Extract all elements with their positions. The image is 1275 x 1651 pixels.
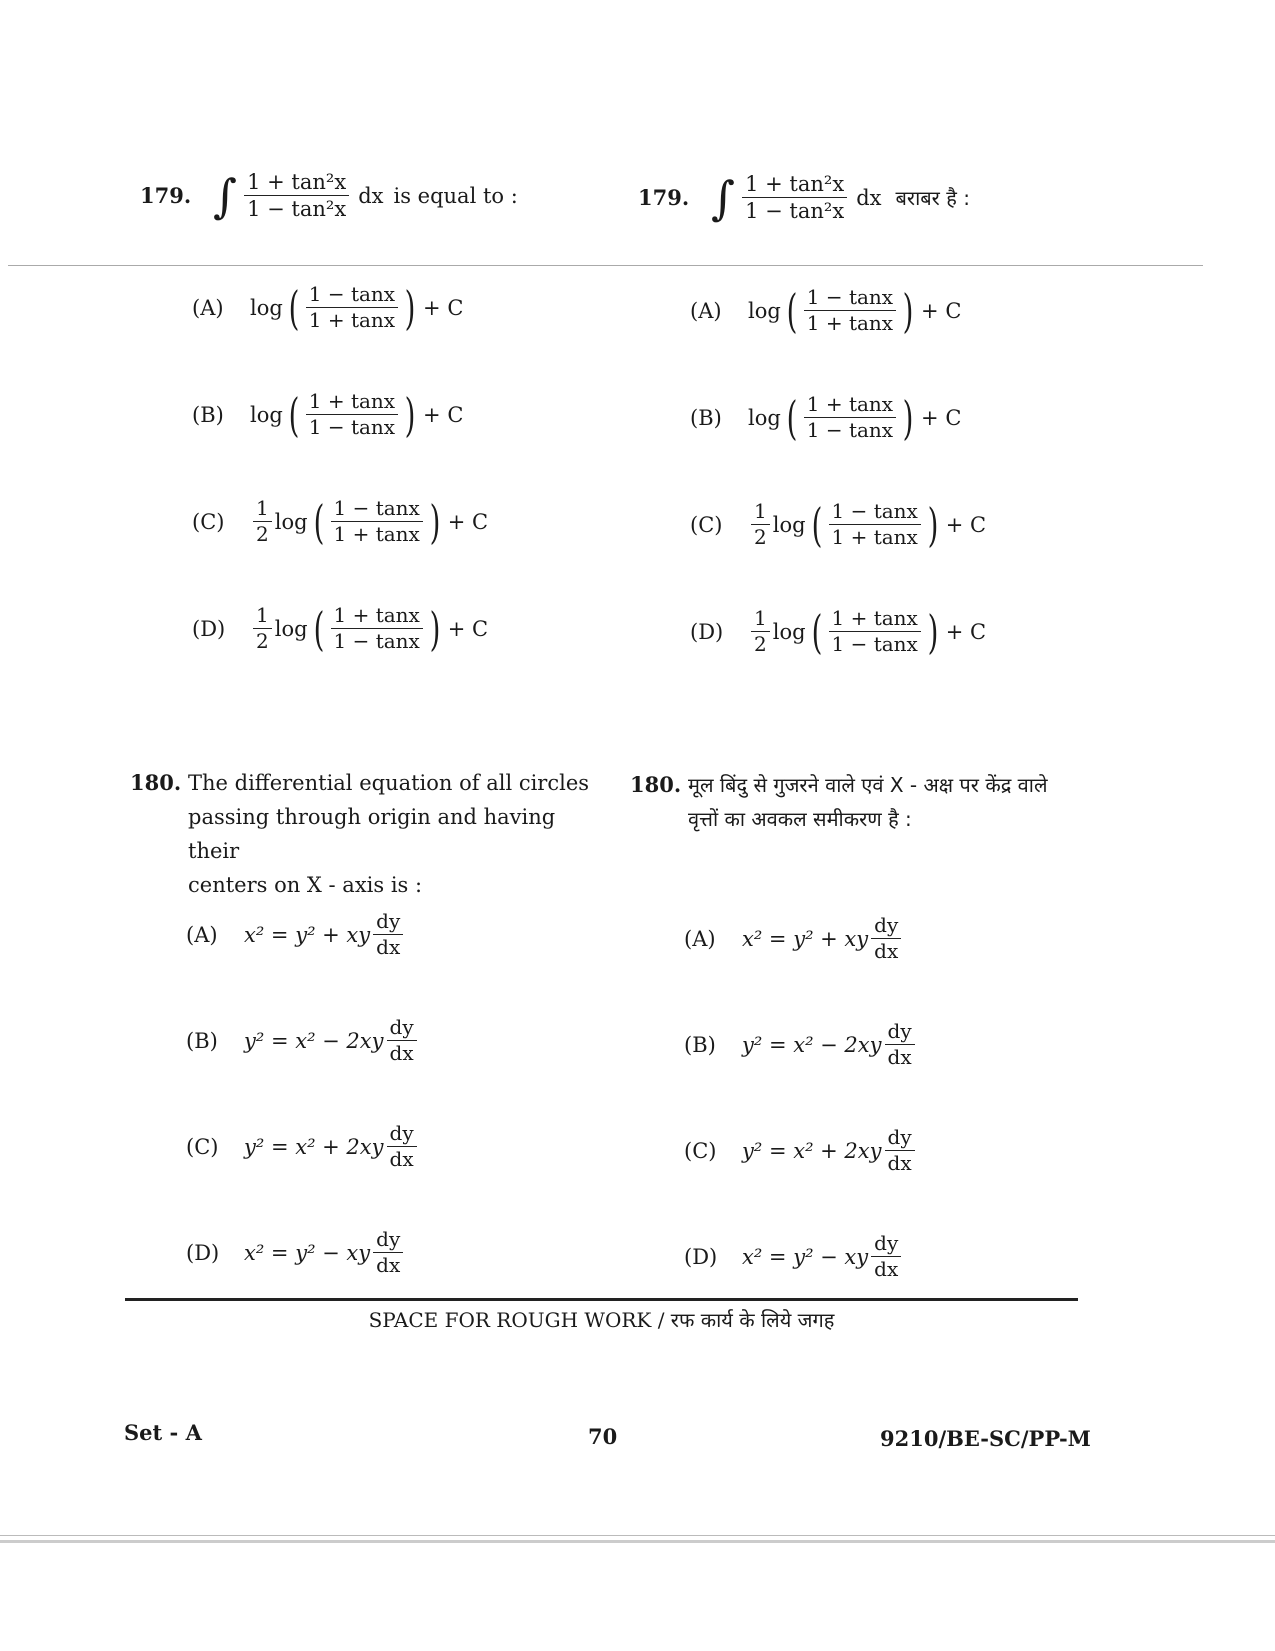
- left-paren: (: [288, 387, 300, 442]
- q180-text-line-hi: मूल बिंदु से गुजरने वाले एवं X - अक्ष पर केंद्र वाले: [688, 773, 1048, 797]
- q180-stem-en: [130, 766, 598, 902]
- right-paren: ): [429, 601, 441, 656]
- integral-sign: ∫: [213, 168, 238, 223]
- q180-text-line: passing through origin and having their: [188, 805, 556, 863]
- option-c: [684, 1126, 918, 1175]
- header-divider: [8, 265, 1203, 266]
- option-label: (B): [690, 405, 722, 430]
- option-label: (A): [684, 926, 716, 951]
- rough-work-label: SPACE FOR ROUGH WORK / रफ कार्य के लिये जगह: [368, 1308, 835, 1332]
- coefficient: $\frac{1}{2}$: [253, 497, 272, 546]
- coefficient: $\frac{1}{2}$: [751, 607, 770, 656]
- option-label: (B): [684, 1032, 716, 1057]
- option-label: (B): [192, 402, 224, 427]
- constant: + C: [945, 619, 987, 644]
- option-d: [186, 1228, 406, 1277]
- option-a: [186, 910, 406, 959]
- derivative-fraction: $\frac{dy}{dx}$: [885, 1126, 915, 1175]
- right-paren: ): [429, 494, 441, 549]
- option-c: [690, 497, 987, 552]
- option-a: [690, 283, 962, 338]
- equation-lhs: y² = x² + 2xy: [742, 1138, 882, 1163]
- option-b: [690, 390, 962, 445]
- option-fraction: $\frac{1 - \tan x}{1 + \tan x}$: [306, 283, 398, 332]
- q180-text-line: The differential equation of all circles: [188, 771, 590, 795]
- option-label: (C): [690, 512, 723, 537]
- option-d: [684, 1232, 904, 1281]
- function-name: log: [250, 402, 283, 427]
- option-label: (A): [690, 298, 722, 323]
- constant: + C: [945, 512, 987, 537]
- bottom-border: [0, 1540, 1275, 1543]
- bottom-border: [0, 1535, 1275, 1536]
- option-a: [684, 914, 904, 963]
- option-d: [690, 604, 987, 659]
- q180-text-line-hi: वृत्तों का अवकल समीकरण है :: [688, 807, 912, 831]
- q180-text-line: centers on X - axis is :: [188, 873, 423, 897]
- left-paren: (: [811, 604, 822, 659]
- integrand-fraction-hi: $\frac{\text{1 + tan²x}}{\text{1 − tan²x}}$: [742, 172, 847, 223]
- q179-stem-en: 179. ∫ $\frac{\text{1 + tan²x}}{\text{1 − tan²x}}$ dx is equal to :: [140, 168, 518, 223]
- derivative-fraction: $\frac{dy}{dx}$: [871, 1232, 901, 1281]
- q179-stem-hi: 179. ∫ $\frac{\text{1 + tan²x}}{\text{1 − tan²x}}$ dx बराबर है :: [638, 170, 970, 225]
- derivative-fraction: $\frac{dy}{dx}$: [373, 1228, 403, 1277]
- function-name: log: [772, 619, 806, 644]
- constant: + C: [447, 509, 489, 534]
- function-name: log: [748, 405, 781, 430]
- right-paren: ): [902, 390, 914, 445]
- option-label: (D): [186, 1240, 220, 1265]
- q179-number-hi: 179.: [638, 185, 690, 211]
- function-name: log: [772, 512, 806, 537]
- option-b: [684, 1020, 918, 1069]
- option-fraction: $\frac{1 + \tan x}{1 - \tan x}$: [306, 390, 398, 439]
- equation-lhs: x² = y² − xy: [244, 1240, 371, 1265]
- q179-number: 179.: [140, 183, 192, 209]
- page-number: 70: [588, 1424, 618, 1449]
- equation-lhs: x² = y² − xy: [742, 1244, 869, 1269]
- q180-stem-hi: [630, 768, 1128, 836]
- equation-lhs: x² = y² + xy: [742, 926, 869, 951]
- option-label: (B): [186, 1028, 218, 1053]
- derivative-fraction: $\frac{dy}{dx}$: [871, 914, 901, 963]
- option-fraction: $\frac{1 + \tan x}{1 - \tan x}$: [829, 607, 921, 656]
- function-name: log: [748, 298, 781, 323]
- option-fraction: $\frac{1 + \tan x}{1 - \tan x}$: [331, 604, 423, 653]
- set-label: Set - A: [124, 1420, 202, 1445]
- constant: + C: [423, 402, 464, 427]
- option-b: [186, 1016, 420, 1065]
- integral-sign-hi: ∫: [711, 170, 736, 225]
- coefficient: $\frac{1}{2}$: [751, 500, 770, 549]
- right-paren: ): [404, 387, 416, 442]
- option-a: [192, 280, 464, 335]
- option-label: (C): [684, 1138, 717, 1163]
- derivative-fraction: $\frac{dy}{dx}$: [373, 910, 403, 959]
- derivative-fraction: $\frac{dy}{dx}$: [387, 1122, 417, 1171]
- left-paren: (: [786, 390, 798, 445]
- left-paren: (: [313, 601, 324, 656]
- q180-number-hi: 180.: [630, 772, 682, 797]
- right-paren: ): [927, 604, 939, 659]
- option-d: [192, 601, 489, 656]
- right-paren: ): [902, 283, 914, 338]
- function-name: log: [274, 509, 308, 534]
- equation-lhs: y² = x² + 2xy: [244, 1134, 384, 1159]
- q179-stem-text-hi: बराबर है :: [895, 186, 970, 211]
- constant: + C: [423, 295, 464, 320]
- option-label: (D): [684, 1244, 718, 1269]
- option-label: (D): [192, 616, 226, 641]
- option-label: (C): [192, 509, 225, 534]
- equation-lhs: y² = x² − 2xy: [742, 1032, 882, 1057]
- derivative-fraction: $\frac{dy}{dx}$: [387, 1016, 417, 1065]
- coefficient: $\frac{1}{2}$: [253, 604, 272, 653]
- left-paren: (: [786, 283, 798, 338]
- left-paren: (: [288, 280, 300, 335]
- option-fraction: $\frac{1 - \tan x}{1 + \tan x}$: [331, 497, 423, 546]
- option-label: (A): [186, 922, 218, 947]
- option-fraction: $\frac{1 - \tan x}{1 + \tan x}$: [829, 500, 921, 549]
- option-b: [192, 387, 464, 442]
- q180-number: 180.: [130, 770, 182, 795]
- constant: + C: [921, 298, 962, 323]
- equation-lhs: y² = x² − 2xy: [244, 1028, 384, 1053]
- right-paren: ): [927, 497, 939, 552]
- left-paren: (: [811, 497, 822, 552]
- equation-lhs: x² = y² + xy: [244, 922, 371, 947]
- function-name: log: [274, 616, 308, 641]
- option-c: [186, 1122, 420, 1171]
- option-fraction: $\frac{1 + \tan x}{1 - \tan x}$: [804, 393, 896, 442]
- integrand-fraction: $\frac{\text{1 + tan²x}}{\text{1 − tan²x}}$: [244, 170, 349, 221]
- option-label: (C): [186, 1134, 219, 1159]
- derivative-fraction: $\frac{dy}{dx}$: [885, 1020, 915, 1069]
- function-name: log: [250, 295, 283, 320]
- option-fraction: $\frac{1 - \tan x}{1 + \tan x}$: [804, 286, 896, 335]
- option-label: (D): [690, 619, 724, 644]
- option-c: [192, 494, 489, 549]
- rough-work-divider: [125, 1298, 1078, 1301]
- option-label: (A): [192, 295, 224, 320]
- constant: + C: [921, 405, 962, 430]
- paper-code: 9210/BE-SC/PP-M: [880, 1426, 1091, 1451]
- constant: + C: [447, 616, 489, 641]
- q179-stem-text-en: is equal to :: [393, 183, 518, 208]
- right-paren: ): [404, 280, 416, 335]
- left-paren: (: [313, 494, 324, 549]
